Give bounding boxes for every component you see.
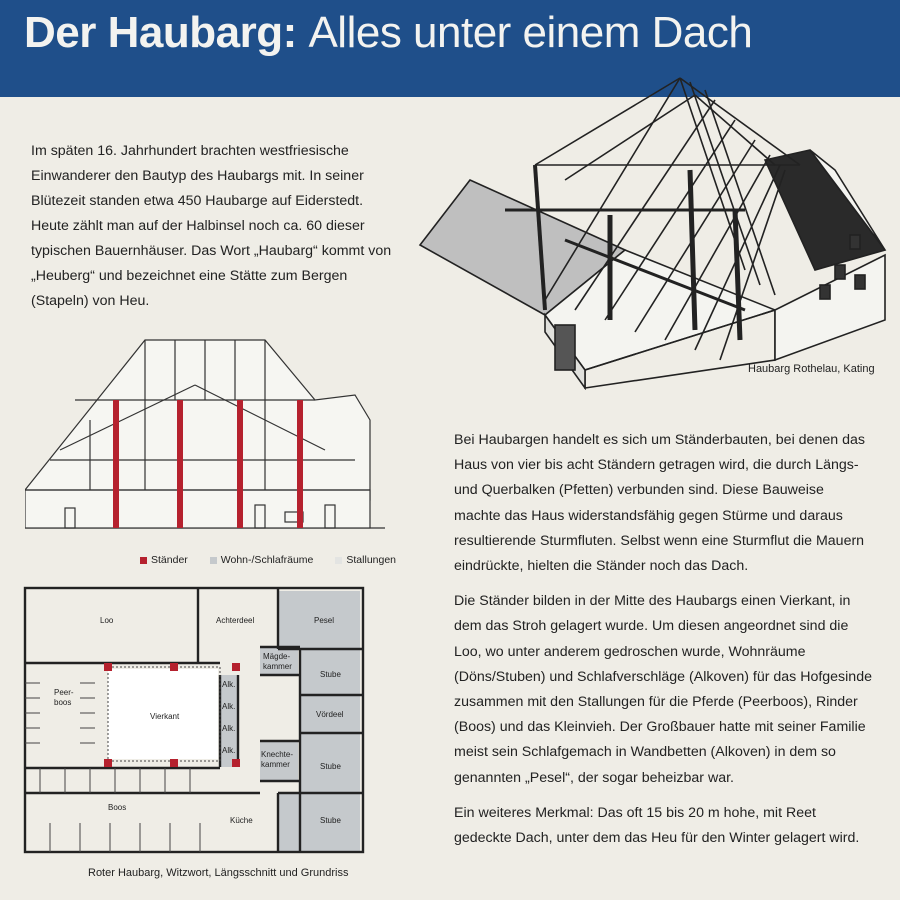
body-paragraph-2: Die Ständer bilden in der Mitte des Haubargs einen Vierkant, in dem das Stroh gelagert wurde. Um diesen angeordnet sind die Loo, wo unter anderem gedroschen wurde, Wohnräume (Döns/Stuben) und Schlafverschläge (Alkoven) für das Hofgesinde zusammen mit den Stallungen für die Pferde (Peerboos), Rinder (Boos) und das Kleinvieh. Der Großbauer hatte mit seiner Familie meist sein Schlafgemach in Wandbetten (Alkoven) in dem so genannten „Pesel“, der sogar beheizbar war. [454, 593, 872, 786]
room-knechtekammer-2: kammer [261, 760, 290, 769]
plan-caption: Roter Haubarg, Witzwort, Längsschnitt und Grundriss [88, 867, 349, 879]
intro-text: Im späten 16. Jahrhundert brachten westfriesische Einwanderer den Bautyp des Haubargs mit. In seiner Blütezeit standen etwa 450 Haubarge auf Eiderstedt. Heute zählt man auf der Halbinsel noch ca. 60 dieser typischen Bauernhäuser. Das Wort „Haubarg“ kommt von „Heuberg“ und bezeichnet eine Stätte zum Bergen (Stapeln) von Heu. [31, 143, 392, 309]
room-maegdekammer-2: kammer [263, 662, 292, 671]
body-paragraph-1: Bei Haubargen handelt es sich um Ständerbauten, bei denen das Haus von vier bis acht Ständern getragen wird, die durch Längs- und Querbalken (Pfetten) verbunden sind. Diese Bauweise machte das Haus widerstandsfähig gegen Stürme und daraus resultierende Sturmfluten. Selbst wenn eine Sturmflut die Mauern eindrückte, hielten die Ständer noch das Dach. [454, 432, 865, 575]
body-paragraph-3: Ein weiteres Merkmal: Das oft 15 bis 20 m hohe, mit Reet gedeckte Dach, unter dem das Heu für den Winter gelagert wird. [454, 804, 860, 847]
room-stube-2: Stube [320, 762, 341, 771]
room-peerboos-2: boos [54, 698, 72, 707]
room-pesel: Pesel [314, 616, 335, 625]
page-title [24, 8, 752, 58]
room-maegdekammer-1: Mägde- [263, 652, 291, 661]
title-light: Alles unter einem Dach [308, 8, 753, 57]
legend-item-stallungen [335, 554, 396, 566]
room-alk-4: Alk. [222, 746, 236, 755]
legend-swatch-wohnraeume [210, 557, 217, 564]
legend [140, 554, 396, 566]
house-caption: Haubarg Rothelau, Kating [748, 363, 875, 375]
legend-swatch-stallungen [335, 557, 342, 564]
body-text [454, 428, 874, 861]
room-voerdeel: Vördeel [316, 710, 344, 719]
room-loo: Loo [100, 616, 114, 625]
legend-label-stallungen: Stallungen [346, 554, 397, 566]
legend-label-wohnraeume: Wohn-/Schlafräume [220, 554, 314, 566]
room-alk-2: Alk. [222, 702, 236, 711]
legend-item-wohnraeume [210, 554, 314, 566]
room-alk-3: Alk. [222, 724, 236, 733]
room-knechtekammer-1: Knechte- [261, 750, 294, 759]
room-alk-1: Alk. [222, 680, 236, 689]
house-illustration [415, 70, 890, 390]
room-stube-3: Stube [320, 816, 341, 825]
legend-label-staender: Ständer [151, 554, 188, 566]
legend-item-staender [140, 554, 188, 566]
room-peerboos-1: Peer- [54, 688, 74, 697]
section-drawing [25, 330, 385, 535]
legend-swatch-staender [140, 557, 147, 564]
room-boos: Boos [108, 803, 127, 812]
floor-plan [20, 583, 370, 858]
room-kueche: Küche [230, 816, 253, 825]
room-vierkant: Vierkant [150, 712, 180, 721]
room-achterdeel: Achterdeel [216, 616, 255, 625]
room-stube-1: Stube [320, 670, 341, 679]
title-bold: Der Haubarg: [24, 8, 297, 57]
